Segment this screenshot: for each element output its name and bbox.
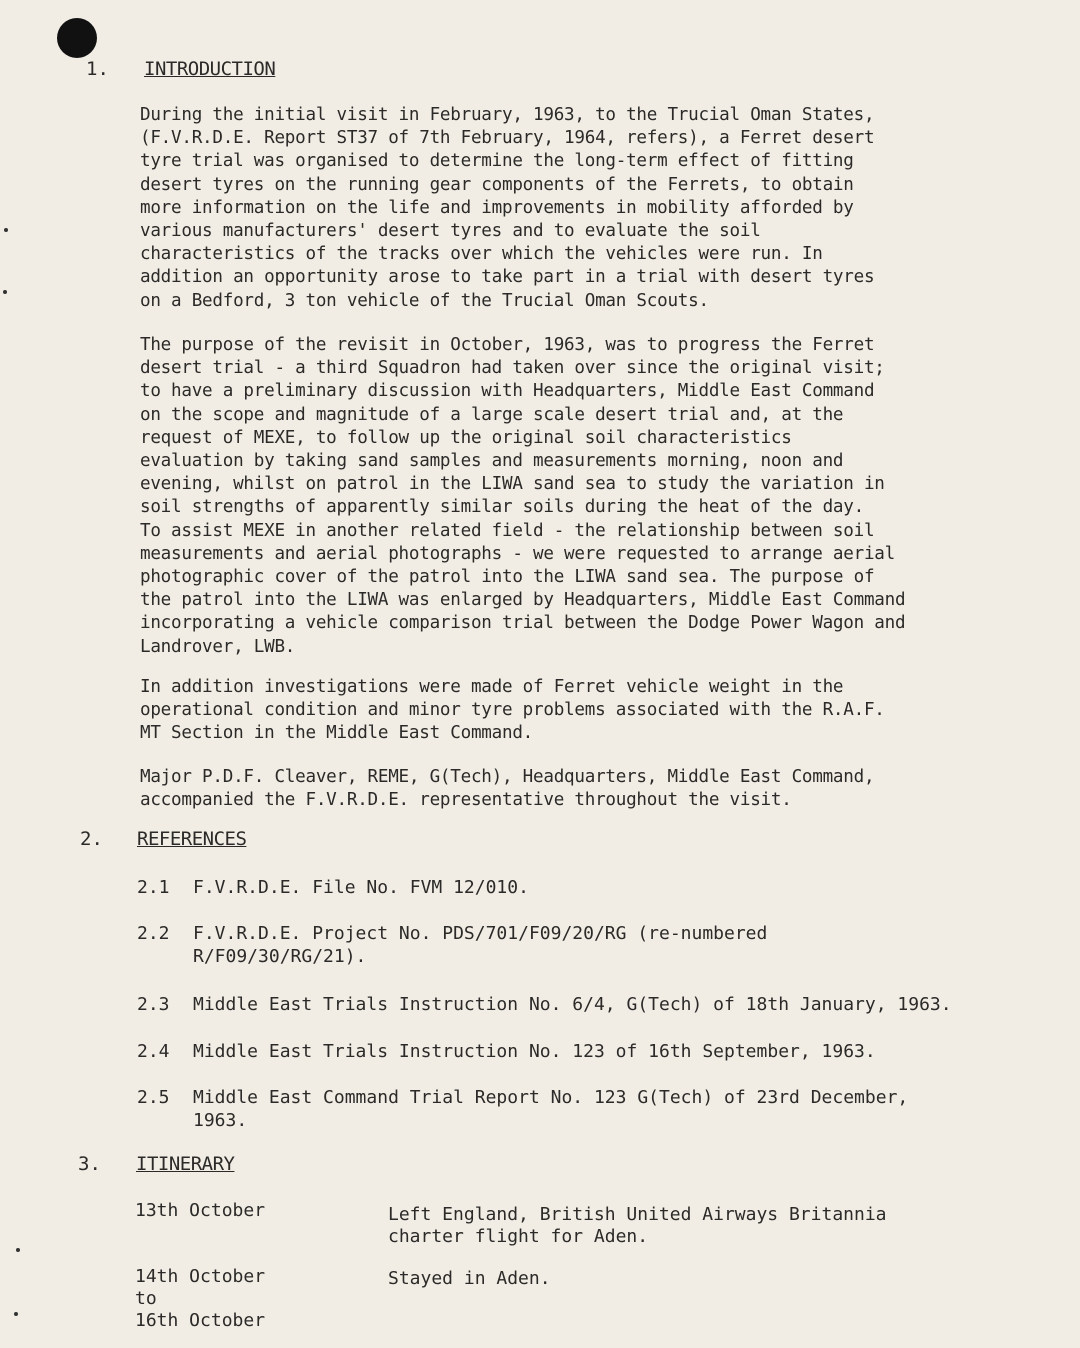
reference-number: 2.4 [137,1041,170,1062]
reference-number: 2.5 [137,1087,170,1108]
itinerary-description: Left England, British United Airways Britannia charter flight for Aden. [388,1204,887,1247]
intro-paragraph-1: During the initial visit in February, 1963, to the Trucial Oman States, (F.V.R.D.E. Report ST37 of 7th February, 1964, refers), a Ferret desert tyre trial was organised to determine the long-term effect of fitting desert tyres on the running gear components of the Ferrets, to obtain more information on the life and improvements in mobility afforded by various manufacturers' desert tyres and to evaluate the soil characteristics of the tracks over which the vehicles were run. In addition an opportunity arose to take part in a trial with desert tyres on a Bedford, 3 ton vehicle of the Trucial Oman Scouts. [140,105,875,311]
intro-paragraph-4: Major P.D.F. Cleaver, REME, G(Tech), Headquarters, Middle East Command, accompanied the F.V.R.D.E. representative throughout the visit. [140,767,875,811]
reference-text: F.V.R.D.E. Project No. PDS/701/F09/20/RG (re-numbered R/F09/30/RG/21). [193,923,768,967]
section-heading-references: REFERENCES [137,828,247,850]
section-number-introduction: 1. [86,58,109,80]
section-number-itinerary: 3. [78,1153,101,1175]
speck [16,1248,20,1252]
section-heading-itinerary: ITINERARY [136,1153,235,1175]
reference-text: F.V.R.D.E. File No. FVM 12/010. [193,877,529,898]
reference-number: 2.1 [137,877,170,898]
itinerary-date: 13th October [135,1200,266,1221]
section-number-references: 2. [80,828,103,850]
intro-paragraph-3: In addition investigations were made of Ferret vehicle weight in the operational condition and minor tyre problems associated with the R.A.F. MT Section in the Middle East Command. [140,677,885,744]
itinerary-date: 14th October to 16th October [135,1266,266,1331]
reference-text: Middle East Trials Instruction No. 6/4, G(Tech) of 18th January, 1963. [193,994,952,1015]
itinerary-description: Stayed in Aden. [388,1268,551,1289]
reference-number: 2.3 [137,994,170,1015]
reference-text: Middle East Command Trial Report No. 123 G(Tech) of 23rd December, 1963. [193,1087,909,1131]
reference-number: 2.2 [137,923,170,944]
speck [4,228,8,232]
speck [3,290,7,294]
section-heading-introduction: INTRODUCTION [144,58,276,80]
speck [14,1312,18,1316]
reference-text: Middle East Trials Instruction No. 123 of 16th September, 1963. [193,1041,876,1062]
punch-hole [57,18,97,58]
intro-paragraph-2: The purpose of the revisit in October, 1963, was to progress the Ferret desert trial - a third Squadron had taken over since the original visit; to have a preliminary discussion with Headquarters, Middle East Command on the scope and magnitude of a large scale desert trial and, at the request of MEXE, to follow up the original soil characteristics evaluation by taking sand samples and measurements morning, noon and evening, whilst on patrol in the LIWA sand sea to study the variation in soil strengths of apparently similar soils during the heat of the day. To assist MEXE in another related field - the relationship between soil measurements and aerial photographs - we were requested to arrange aerial photographic cover of the patrol into the LIWA sand sea. The purpose of the patrol into the LIWA was enlarged by Headquarters, Middle East Command incorporating a vehicle comparison trial between the Dodge Power Wagon and Landrover, LWB. [140,335,906,657]
